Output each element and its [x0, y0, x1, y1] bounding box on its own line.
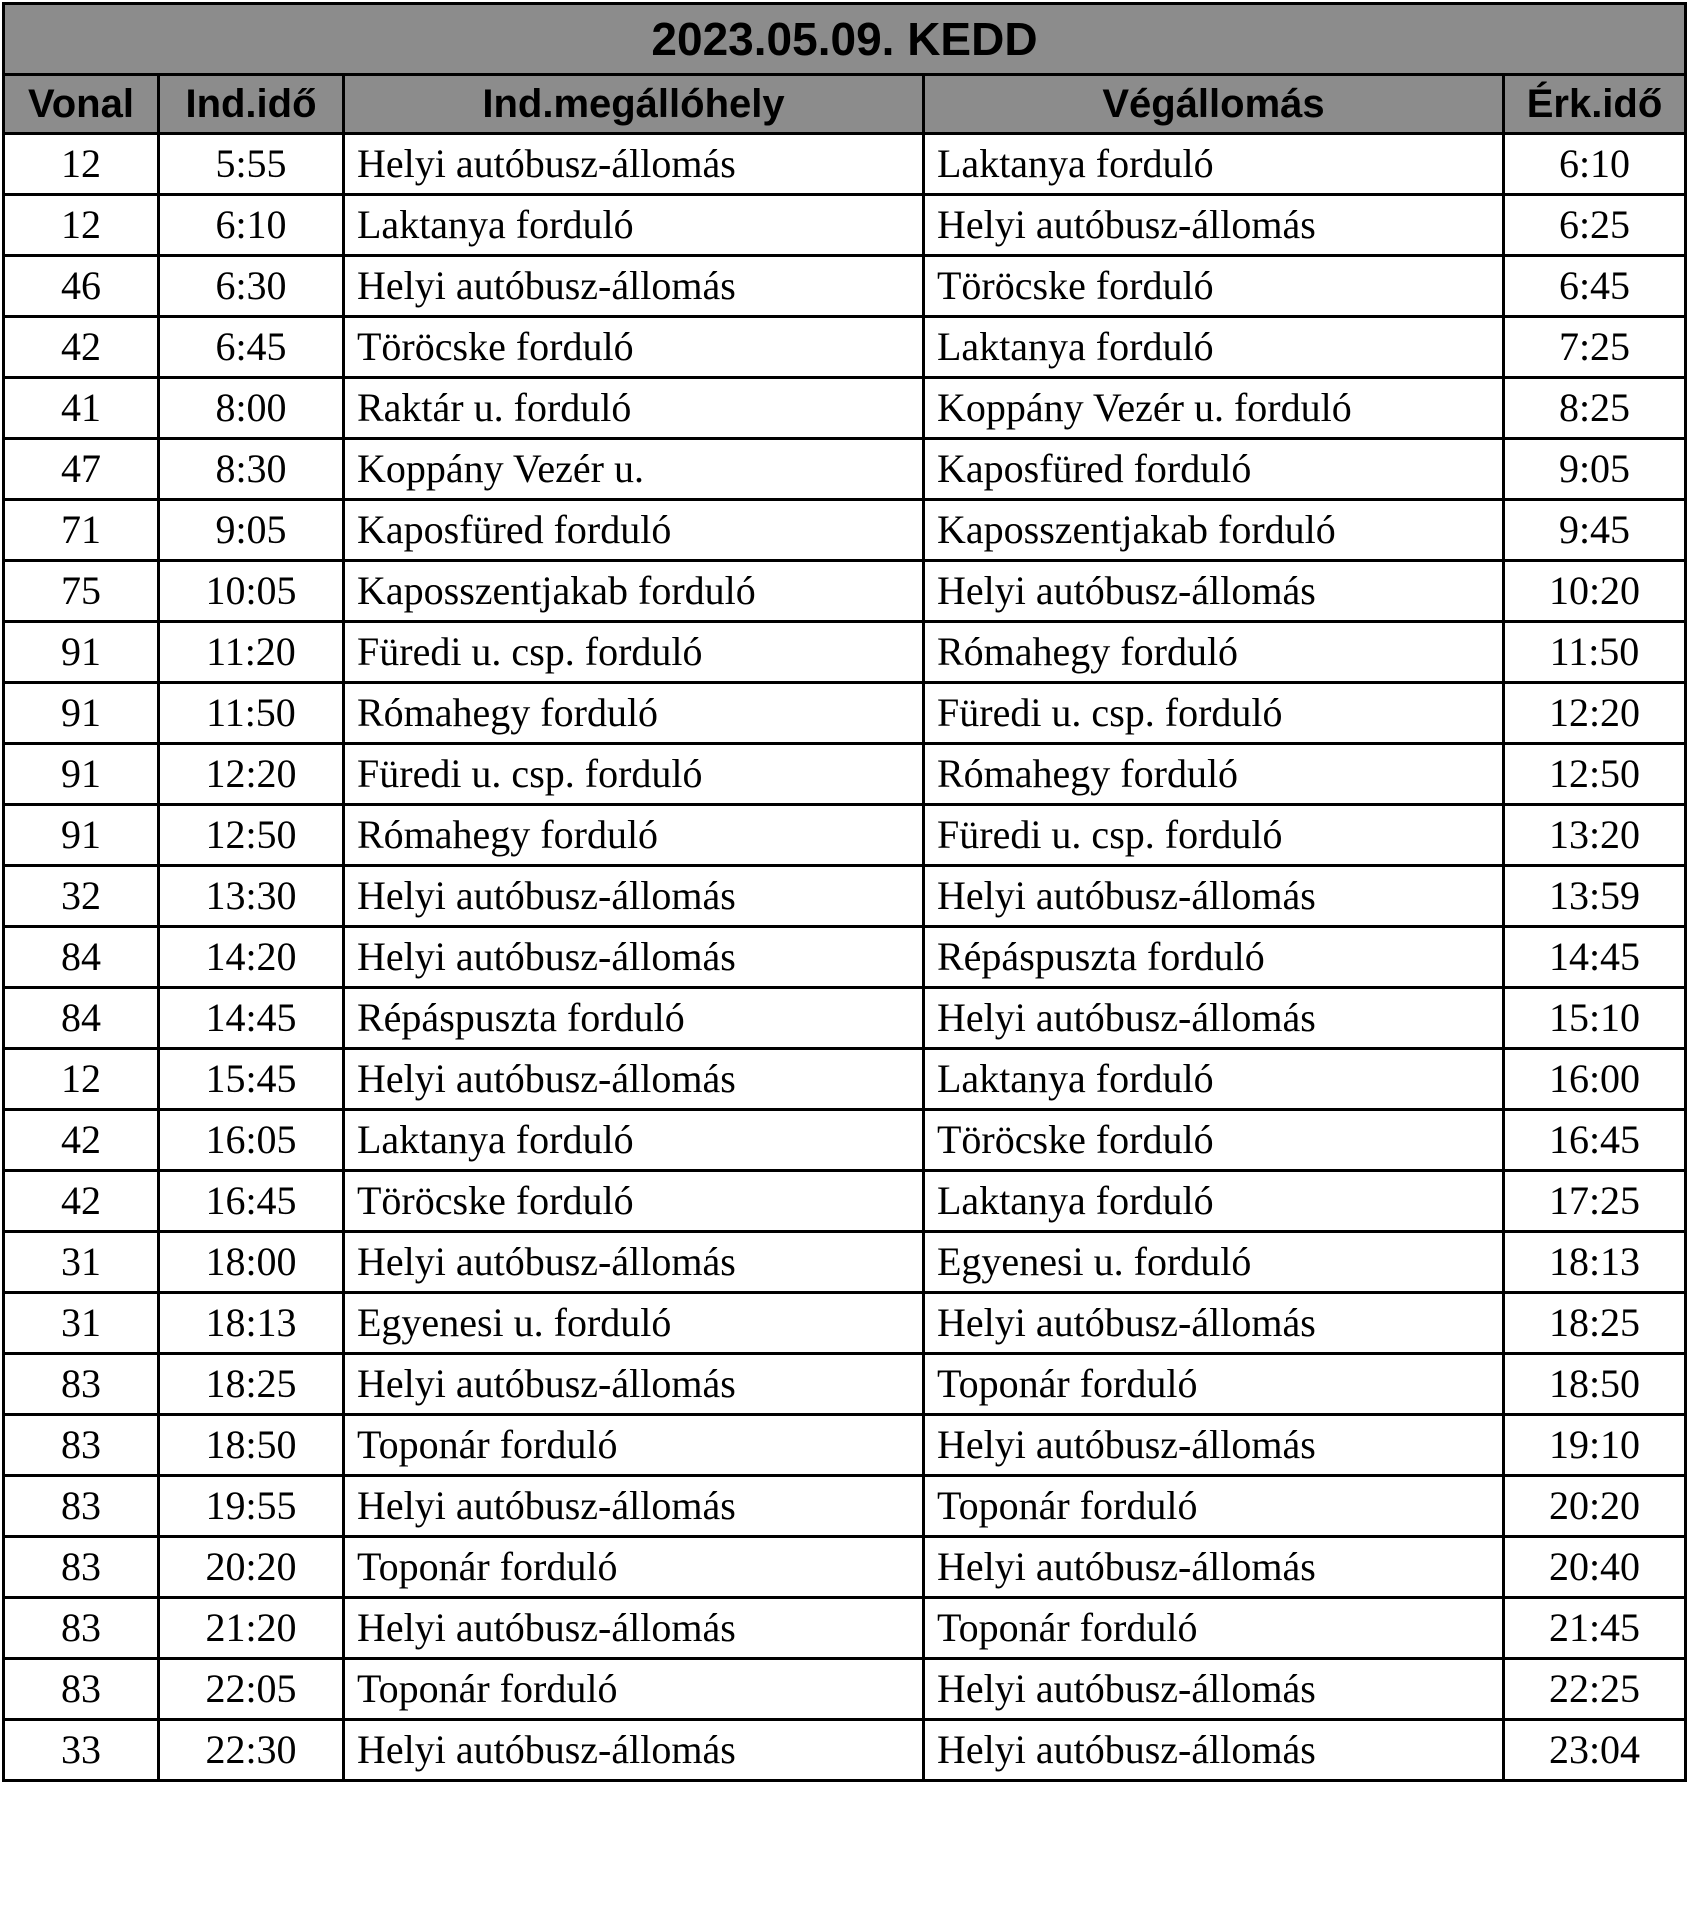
column-header-line: Vonal — [4, 75, 159, 134]
departure-time-cell: 10:05 — [159, 561, 344, 622]
line-cell: 46 — [4, 256, 159, 317]
table-row — [4, 744, 1686, 805]
terminus-cell: Egyenesi u. forduló — [924, 1232, 1504, 1293]
table-row — [4, 1110, 1686, 1171]
departure-stop-cell: Kaposfüred forduló — [344, 500, 924, 561]
departure-stop-cell: Töröcske forduló — [344, 317, 924, 378]
table-row — [4, 805, 1686, 866]
terminus-cell: Töröcske forduló — [924, 1110, 1504, 1171]
terminus-cell: Laktanya forduló — [924, 1171, 1504, 1232]
terminus-cell: Füredi u. csp. forduló — [924, 805, 1504, 866]
departure-time-cell: 12:50 — [159, 805, 344, 866]
line-cell: 71 — [4, 500, 159, 561]
arrival-time-cell: 18:25 — [1504, 1293, 1686, 1354]
departure-stop-cell: Helyi autóbusz-állomás — [344, 1232, 924, 1293]
line-cell: 91 — [4, 622, 159, 683]
column-header-departure-stop: Ind.megállóhely — [344, 75, 924, 134]
table-row — [4, 1415, 1686, 1476]
terminus-cell: Helyi autóbusz-állomás — [924, 561, 1504, 622]
departure-time-cell: 20:20 — [159, 1537, 344, 1598]
line-cell: 42 — [4, 1110, 159, 1171]
table-row — [4, 195, 1686, 256]
arrival-time-cell: 13:59 — [1504, 866, 1686, 927]
timetable — [2, 2, 1687, 1782]
header-row — [4, 75, 1686, 134]
departure-time-cell: 18:13 — [159, 1293, 344, 1354]
departure-time-cell: 22:30 — [159, 1720, 344, 1781]
departure-stop-cell: Helyi autóbusz-állomás — [344, 1354, 924, 1415]
table-row — [4, 1537, 1686, 1598]
line-cell: 12 — [4, 134, 159, 195]
table-row — [4, 683, 1686, 744]
departure-time-cell: 12:20 — [159, 744, 344, 805]
terminus-cell: Laktanya forduló — [924, 317, 1504, 378]
line-cell: 83 — [4, 1598, 159, 1659]
departure-time-cell: 14:45 — [159, 988, 344, 1049]
arrival-time-cell: 6:10 — [1504, 134, 1686, 195]
terminus-cell: Helyi autóbusz-állomás — [924, 1720, 1504, 1781]
terminus-cell: Laktanya forduló — [924, 1049, 1504, 1110]
departure-time-cell: 18:25 — [159, 1354, 344, 1415]
departure-time-cell: 5:55 — [159, 134, 344, 195]
page-title: 2023.05.09. KEDD — [4, 4, 1686, 75]
line-cell: 12 — [4, 1049, 159, 1110]
arrival-time-cell: 8:25 — [1504, 378, 1686, 439]
departure-stop-cell: Rómahegy forduló — [344, 805, 924, 866]
departure-stop-cell: Helyi autóbusz-állomás — [344, 256, 924, 317]
table-row — [4, 378, 1686, 439]
arrival-time-cell: 20:20 — [1504, 1476, 1686, 1537]
arrival-time-cell: 17:25 — [1504, 1171, 1686, 1232]
terminus-cell: Laktanya forduló — [924, 134, 1504, 195]
line-cell: 83 — [4, 1476, 159, 1537]
arrival-time-cell: 7:25 — [1504, 317, 1686, 378]
line-cell: 84 — [4, 988, 159, 1049]
table-row — [4, 1354, 1686, 1415]
terminus-cell: Rómahegy forduló — [924, 622, 1504, 683]
arrival-time-cell: 18:50 — [1504, 1354, 1686, 1415]
terminus-cell: Toponár forduló — [924, 1354, 1504, 1415]
departure-stop-cell: Répáspuszta forduló — [344, 988, 924, 1049]
line-cell: 75 — [4, 561, 159, 622]
departure-time-cell: 8:00 — [159, 378, 344, 439]
departure-time-cell: 6:45 — [159, 317, 344, 378]
departure-time-cell: 11:50 — [159, 683, 344, 744]
departure-time-cell: 16:05 — [159, 1110, 344, 1171]
table-row — [4, 988, 1686, 1049]
departure-time-cell: 15:45 — [159, 1049, 344, 1110]
departure-stop-cell: Helyi autóbusz-állomás — [344, 1476, 924, 1537]
arrival-time-cell: 15:10 — [1504, 988, 1686, 1049]
line-cell: 91 — [4, 683, 159, 744]
timetable-body — [4, 134, 1686, 1781]
table-row — [4, 927, 1686, 988]
departure-time-cell: 11:20 — [159, 622, 344, 683]
line-cell: 42 — [4, 1171, 159, 1232]
table-row — [4, 866, 1686, 927]
terminus-cell: Kaposszentjakab forduló — [924, 500, 1504, 561]
departure-stop-cell: Füredi u. csp. forduló — [344, 622, 924, 683]
line-cell: 31 — [4, 1232, 159, 1293]
line-cell: 91 — [4, 744, 159, 805]
table-row — [4, 1171, 1686, 1232]
line-cell: 84 — [4, 927, 159, 988]
column-header-arrival-time: Érk.idő — [1504, 75, 1686, 134]
line-cell: 83 — [4, 1659, 159, 1720]
departure-stop-cell: Laktanya forduló — [344, 195, 924, 256]
column-header-departure-time: Ind.idő — [159, 75, 344, 134]
arrival-time-cell: 9:45 — [1504, 500, 1686, 561]
line-cell: 83 — [4, 1354, 159, 1415]
table-row — [4, 256, 1686, 317]
departure-stop-cell: Helyi autóbusz-állomás — [344, 927, 924, 988]
table-row — [4, 500, 1686, 561]
departure-stop-cell: Helyi autóbusz-állomás — [344, 866, 924, 927]
departure-time-cell: 22:05 — [159, 1659, 344, 1720]
departure-stop-cell: Toponár forduló — [344, 1415, 924, 1476]
table-row — [4, 1293, 1686, 1354]
table-row — [4, 439, 1686, 500]
column-header-terminus: Végállomás — [924, 75, 1504, 134]
arrival-time-cell: 11:50 — [1504, 622, 1686, 683]
terminus-cell: Helyi autóbusz-állomás — [924, 1293, 1504, 1354]
arrival-time-cell: 18:13 — [1504, 1232, 1686, 1293]
table-row — [4, 134, 1686, 195]
arrival-time-cell: 6:45 — [1504, 256, 1686, 317]
table-row — [4, 622, 1686, 683]
arrival-time-cell: 23:04 — [1504, 1720, 1686, 1781]
departure-stop-cell: Helyi autóbusz-állomás — [344, 1049, 924, 1110]
terminus-cell: Füredi u. csp. forduló — [924, 683, 1504, 744]
departure-stop-cell: Töröcske forduló — [344, 1171, 924, 1232]
line-cell: 12 — [4, 195, 159, 256]
terminus-cell: Töröcske forduló — [924, 256, 1504, 317]
departure-time-cell: 18:00 — [159, 1232, 344, 1293]
table-row — [4, 1598, 1686, 1659]
arrival-time-cell: 16:00 — [1504, 1049, 1686, 1110]
arrival-time-cell: 16:45 — [1504, 1110, 1686, 1171]
departure-stop-cell: Raktár u. forduló — [344, 378, 924, 439]
departure-time-cell: 13:30 — [159, 866, 344, 927]
line-cell: 83 — [4, 1537, 159, 1598]
terminus-cell: Koppány Vezér u. forduló — [924, 378, 1504, 439]
table-row — [4, 1232, 1686, 1293]
departure-time-cell: 8:30 — [159, 439, 344, 500]
table-row — [4, 1720, 1686, 1781]
line-cell: 41 — [4, 378, 159, 439]
table-row — [4, 1049, 1686, 1110]
table-row — [4, 1659, 1686, 1720]
terminus-cell: Helyi autóbusz-állomás — [924, 988, 1504, 1049]
terminus-cell: Kaposfüred forduló — [924, 439, 1504, 500]
line-cell: 42 — [4, 317, 159, 378]
terminus-cell: Helyi autóbusz-állomás — [924, 866, 1504, 927]
departure-time-cell: 18:50 — [159, 1415, 344, 1476]
departure-stop-cell: Toponár forduló — [344, 1659, 924, 1720]
departure-time-cell: 14:20 — [159, 927, 344, 988]
timetable-sheet — [2, 2, 1684, 1782]
departure-stop-cell: Helyi autóbusz-állomás — [344, 134, 924, 195]
terminus-cell: Helyi autóbusz-állomás — [924, 1537, 1504, 1598]
line-cell: 32 — [4, 866, 159, 927]
line-cell: 47 — [4, 439, 159, 500]
line-cell: 83 — [4, 1415, 159, 1476]
departure-stop-cell: Helyi autóbusz-állomás — [344, 1598, 924, 1659]
departure-stop-cell: Koppány Vezér u. — [344, 439, 924, 500]
arrival-time-cell: 9:05 — [1504, 439, 1686, 500]
departure-stop-cell: Helyi autóbusz-állomás — [344, 1720, 924, 1781]
terminus-cell: Helyi autóbusz-állomás — [924, 1415, 1504, 1476]
line-cell: 31 — [4, 1293, 159, 1354]
table-row — [4, 317, 1686, 378]
arrival-time-cell: 22:25 — [1504, 1659, 1686, 1720]
terminus-cell: Rómahegy forduló — [924, 744, 1504, 805]
departure-stop-cell: Kaposszentjakab forduló — [344, 561, 924, 622]
departure-time-cell: 21:20 — [159, 1598, 344, 1659]
arrival-time-cell: 14:45 — [1504, 927, 1686, 988]
departure-stop-cell: Egyenesi u. forduló — [344, 1293, 924, 1354]
arrival-time-cell: 12:20 — [1504, 683, 1686, 744]
arrival-time-cell: 10:20 — [1504, 561, 1686, 622]
table-row — [4, 1476, 1686, 1537]
arrival-time-cell: 13:20 — [1504, 805, 1686, 866]
title-row — [4, 4, 1686, 75]
line-cell: 33 — [4, 1720, 159, 1781]
terminus-cell: Toponár forduló — [924, 1598, 1504, 1659]
departure-time-cell: 9:05 — [159, 500, 344, 561]
arrival-time-cell: 6:25 — [1504, 195, 1686, 256]
arrival-time-cell: 20:40 — [1504, 1537, 1686, 1598]
departure-time-cell: 16:45 — [159, 1171, 344, 1232]
line-cell: 91 — [4, 805, 159, 866]
arrival-time-cell: 12:50 — [1504, 744, 1686, 805]
departure-stop-cell: Toponár forduló — [344, 1537, 924, 1598]
table-row — [4, 561, 1686, 622]
terminus-cell: Toponár forduló — [924, 1476, 1504, 1537]
departure-stop-cell: Rómahegy forduló — [344, 683, 924, 744]
departure-stop-cell: Laktanya forduló — [344, 1110, 924, 1171]
departure-time-cell: 6:30 — [159, 256, 344, 317]
arrival-time-cell: 21:45 — [1504, 1598, 1686, 1659]
departure-time-cell: 19:55 — [159, 1476, 344, 1537]
arrival-time-cell: 19:10 — [1504, 1415, 1686, 1476]
departure-stop-cell: Füredi u. csp. forduló — [344, 744, 924, 805]
terminus-cell: Helyi autóbusz-állomás — [924, 1659, 1504, 1720]
terminus-cell: Helyi autóbusz-állomás — [924, 195, 1504, 256]
departure-time-cell: 6:10 — [159, 195, 344, 256]
terminus-cell: Répáspuszta forduló — [924, 927, 1504, 988]
